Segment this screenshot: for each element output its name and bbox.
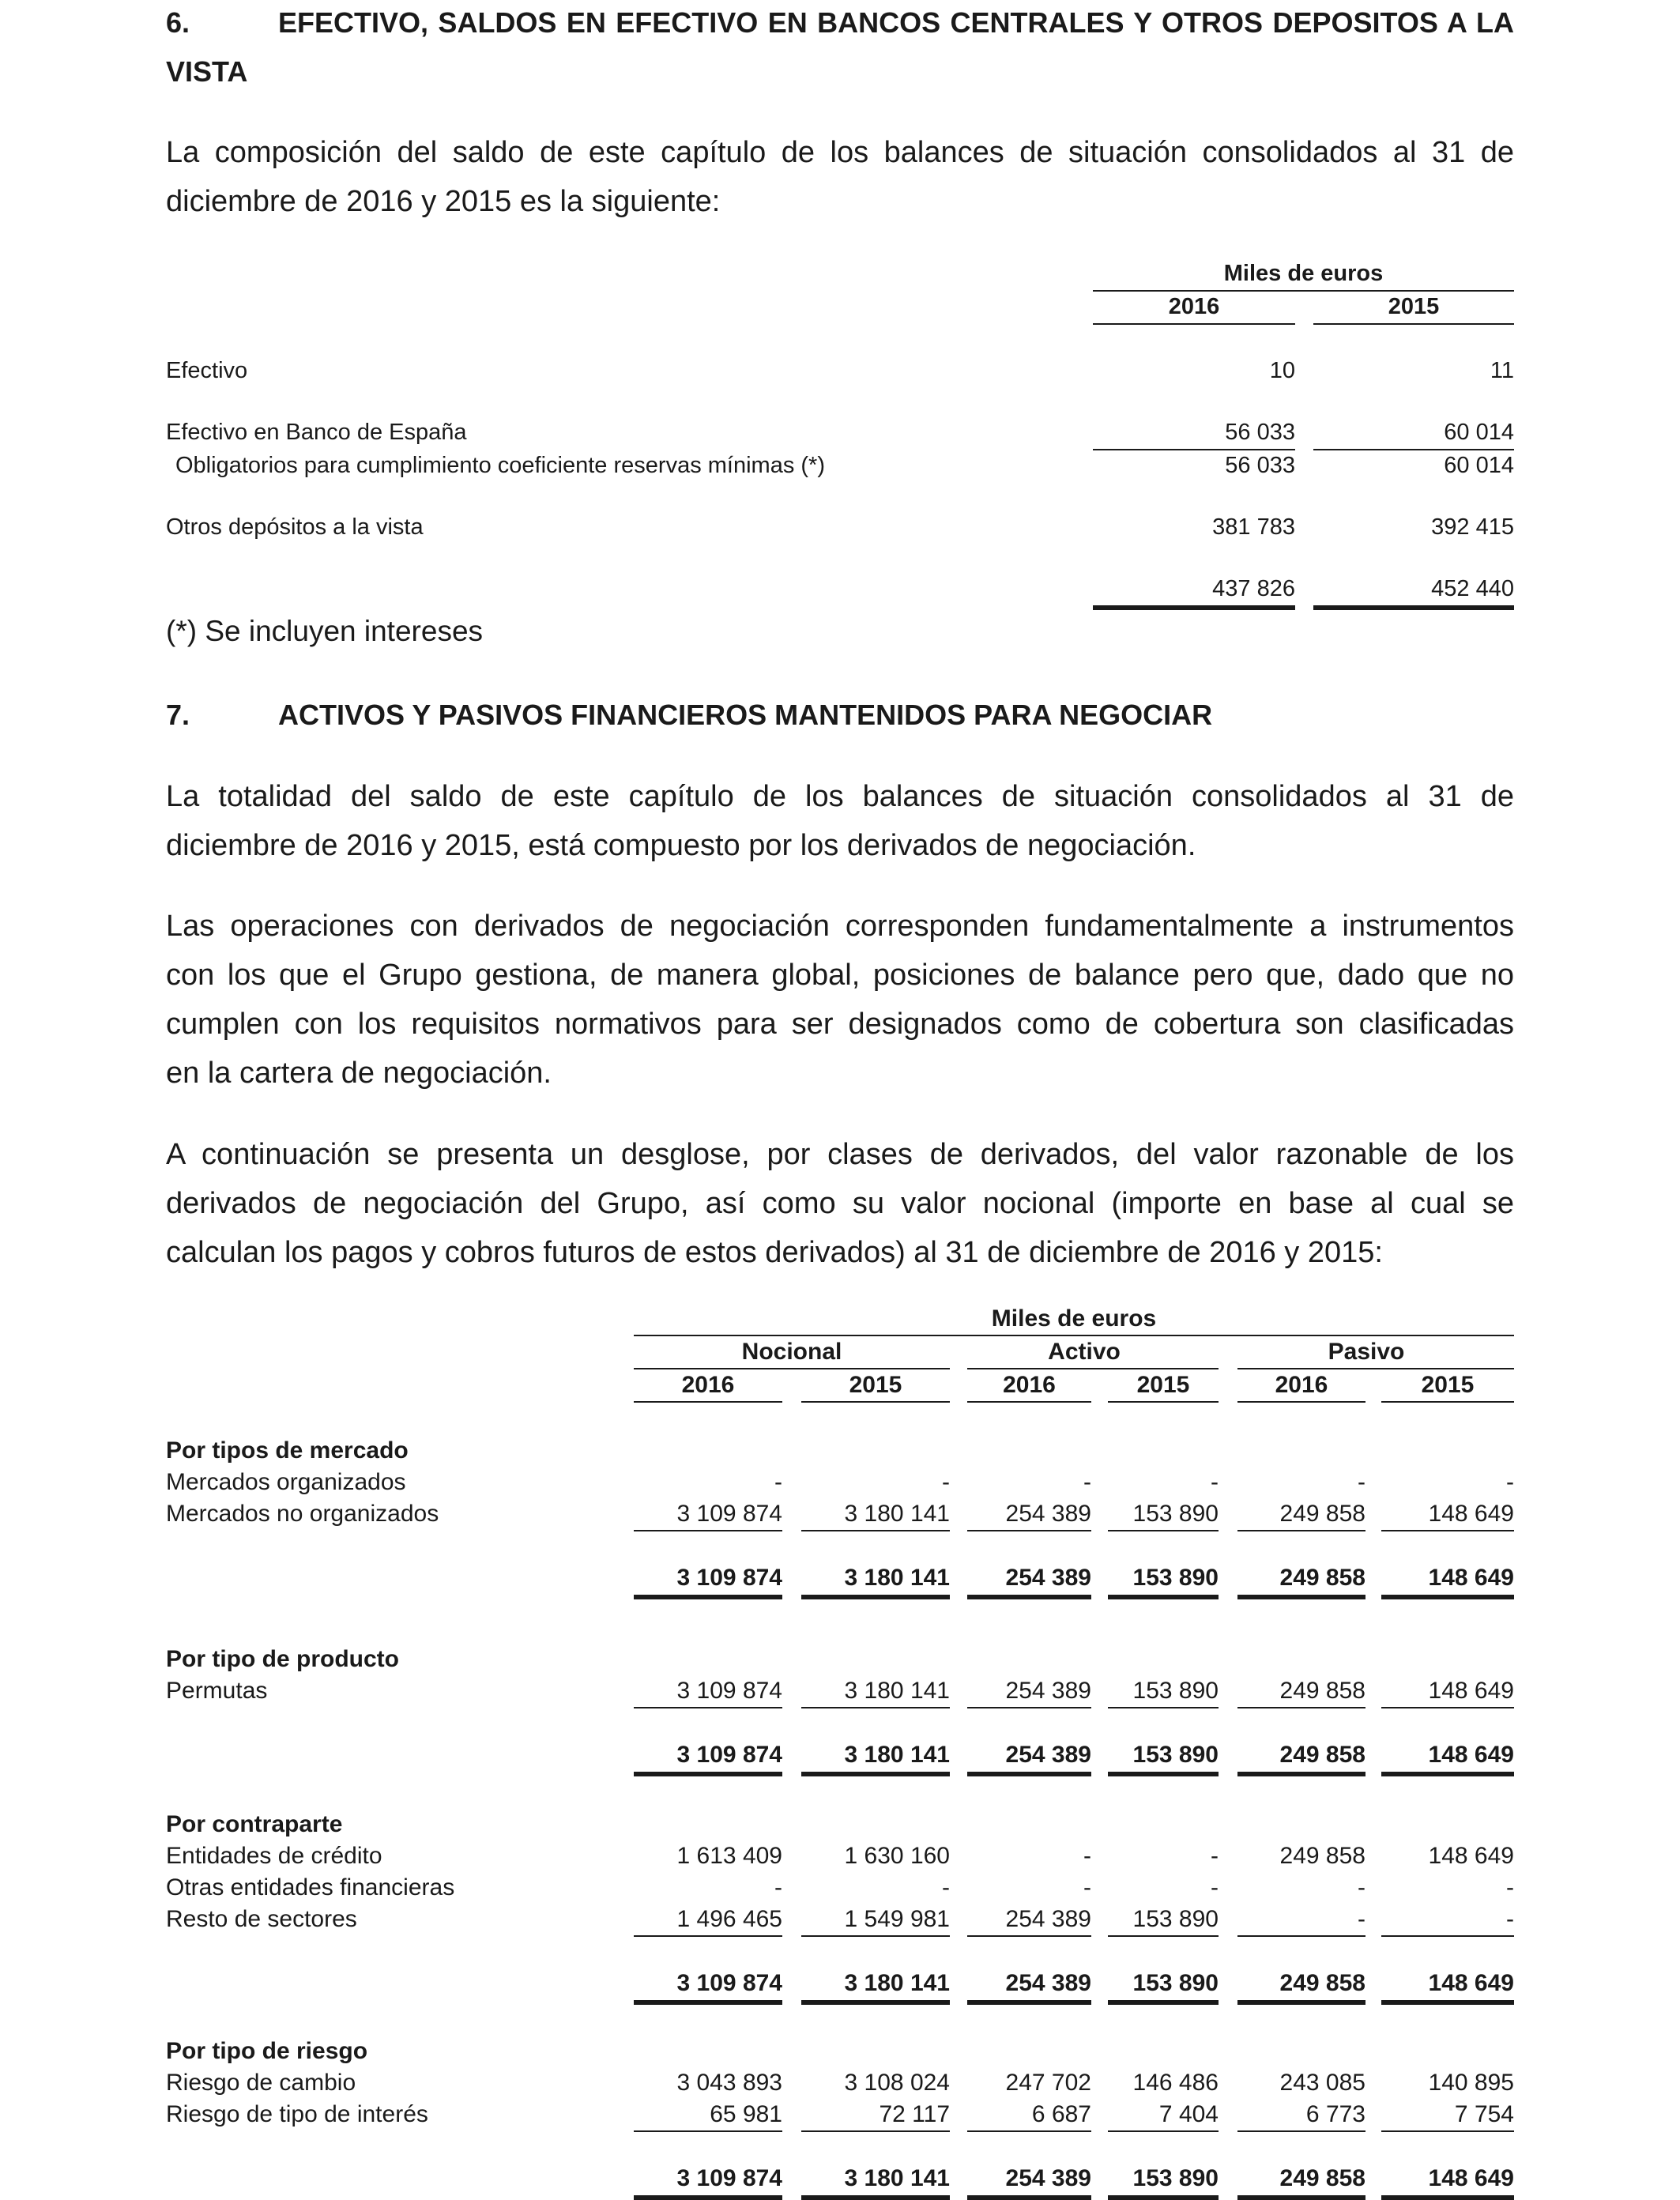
table2-row-label: Resto de sectores xyxy=(166,1906,357,1932)
table2-cell: 254 389 xyxy=(1005,1501,1091,1527)
table2-year-rule xyxy=(967,1401,1091,1403)
table2-year-rule xyxy=(1237,1401,1365,1403)
table2-group-rule xyxy=(634,1368,950,1369)
table2-section-heading: Por tipo de producto xyxy=(166,1646,399,1672)
table2-subtotal-rule xyxy=(801,1935,950,1937)
table1-cell: 392 415 xyxy=(1431,514,1514,540)
table2-group-rule xyxy=(1237,1368,1514,1369)
table2-group-rule xyxy=(967,1368,1219,1369)
table2-subtotal-rule xyxy=(634,2130,782,2132)
table2-year-rule xyxy=(801,1401,950,1403)
table2-cell: 3 109 874 xyxy=(676,1501,782,1527)
table2-cell: - xyxy=(1506,1469,1514,1495)
table2-total-rule xyxy=(1237,2195,1365,2200)
table2-total-rule xyxy=(967,2195,1091,2200)
table2-year: 2016 xyxy=(681,1372,735,1398)
table2-cell: 146 486 xyxy=(1132,2070,1219,2096)
table1-cell: 60 014 xyxy=(1444,453,1514,478)
table2-cell: - xyxy=(1083,1469,1091,1495)
table2-total-cell: 153 890 xyxy=(1132,1565,1219,1591)
table2-row-label: Riesgo de tipo de interés xyxy=(166,2101,428,2127)
table1-total-rule xyxy=(1093,605,1295,610)
table2-total-rule xyxy=(634,1595,782,1599)
table2-row-label: Entidades de crédito xyxy=(166,1843,382,1869)
section7-para2-line2: con los que el Grupo gestiona, de manera global, posiciones de balance pero que, dado que no xyxy=(166,959,1514,992)
table1-total-rule xyxy=(1313,605,1514,610)
table2-total-cell: 153 890 xyxy=(1132,2165,1219,2191)
table2-cell: 1 496 465 xyxy=(676,1906,782,1932)
table2-cell: 3 109 874 xyxy=(676,1678,782,1704)
table2-subtotal-rule xyxy=(967,1935,1091,1937)
table2-total-rule xyxy=(801,1772,950,1776)
table1-rule xyxy=(1313,449,1514,450)
table2-total-cell: 3 180 141 xyxy=(844,2165,950,2191)
table2-section-heading: Por tipo de riesgo xyxy=(166,2038,368,2064)
table2-cell: - xyxy=(1506,1906,1514,1932)
table2-subtotal-rule xyxy=(1381,1530,1514,1531)
table2-row-label: Permutas xyxy=(166,1678,268,1704)
table2-total-rule xyxy=(967,1772,1091,1776)
table2-cell: 65 981 xyxy=(710,2101,782,2127)
table2-row-label: Mercados organizados xyxy=(166,1469,406,1495)
table2-cell: 7 754 xyxy=(1454,2101,1514,2127)
table2-subtotal-rule xyxy=(1237,1707,1365,1708)
section7-para1-line2: diciembre de 2016 y 2015, está compuesto por los derivados de negociación. xyxy=(166,829,1196,862)
table1-unit: Miles de euros xyxy=(1223,261,1384,286)
table2-total-cell: 153 890 xyxy=(1132,1970,1219,1996)
table2-cell: - xyxy=(1358,1874,1365,1901)
table2-total-rule xyxy=(1108,1772,1219,1776)
table2-subtotal-rule xyxy=(801,2130,950,2132)
table2-total-cell: 3 109 874 xyxy=(676,1565,782,1591)
table2-cell: 3 180 141 xyxy=(844,1678,950,1704)
table2-cell: - xyxy=(1083,1843,1091,1869)
section7-para2-line3: cumplen con los requisitos normativos para ser designados como de cobertura son clasificadas xyxy=(166,1008,1514,1041)
table1-cell: 381 783 xyxy=(1212,514,1295,540)
table2-section-heading: Por tipos de mercado xyxy=(166,1437,409,1464)
table2-total-cell: 148 649 xyxy=(1428,1565,1514,1591)
table2-cell: 6 687 xyxy=(1031,2101,1091,2127)
table2-subtotal-rule xyxy=(1108,2130,1219,2132)
table2-year-rule xyxy=(634,1401,782,1403)
table2-cell: 247 702 xyxy=(1005,2070,1091,2096)
section6-footnote: (*) Se incluyen intereses xyxy=(166,615,484,647)
table2-total-rule xyxy=(967,2000,1091,2005)
table2-total-cell: 3 180 141 xyxy=(844,1970,950,1996)
table2-total-rule xyxy=(801,2195,950,2200)
section6-title-cont: VISTA xyxy=(166,55,248,88)
table2-cell: 243 085 xyxy=(1279,2070,1365,2096)
table2-subtotal-rule xyxy=(634,1707,782,1708)
table2-total-rule xyxy=(634,2195,782,2200)
table2-cell: 1 549 981 xyxy=(844,1906,950,1932)
table1-cell: 11 xyxy=(1490,358,1514,383)
table2-cell: - xyxy=(1358,1906,1365,1932)
table2-cell: - xyxy=(774,1874,782,1901)
table2-cell: 3 180 141 xyxy=(844,1501,950,1527)
table2-total-cell: 254 389 xyxy=(1005,1565,1091,1591)
table1-cell: 56 033 xyxy=(1225,420,1295,445)
table2-cell: 140 895 xyxy=(1428,2070,1514,2096)
table2-total-cell: 3 109 874 xyxy=(676,2165,782,2191)
table2-total-cell: 3 180 141 xyxy=(844,1742,950,1768)
table2-cell: - xyxy=(942,1874,950,1901)
section6-intro-line2: diciembre de 2016 y 2015 es la siguiente: xyxy=(166,185,721,218)
table2-cell: 249 858 xyxy=(1279,1678,1365,1704)
table2-subtotal-rule xyxy=(801,1707,950,1708)
table2-subtotal-rule xyxy=(1237,1530,1365,1531)
section7-para1-line1: La totalidad del saldo de este capítulo de los balances de situación consolidados al 31 de xyxy=(166,780,1514,813)
table1-year-2015: 2015 xyxy=(1388,294,1440,319)
table2-group-activo: Activo xyxy=(1048,1339,1121,1365)
section7-para3-line1: A continuación se presenta un desglose, por clases de derivados, del valor razonable de los xyxy=(166,1138,1514,1171)
table1-row-label: Otros depósitos a la vista xyxy=(166,514,424,540)
table2-cell: - xyxy=(774,1469,782,1495)
table2-unit-rule xyxy=(634,1335,1514,1336)
table2-total-rule xyxy=(1381,1595,1514,1599)
table1-row-label: Efectivo xyxy=(166,358,248,383)
table2-subtotal-rule xyxy=(1237,2130,1365,2132)
section6-number: 6. xyxy=(166,6,190,39)
table2-total-rule xyxy=(967,1595,1091,1599)
table2-section-heading: Por contraparte xyxy=(166,1811,343,1837)
table2-total-rule xyxy=(1381,2195,1514,2200)
table2-group-nocional: Nocional xyxy=(741,1339,842,1365)
table2-total-cell: 148 649 xyxy=(1428,1970,1514,1996)
table2-total-rule xyxy=(801,2000,950,2005)
table2-year-rule xyxy=(1108,1401,1219,1403)
section7-para2-line4: en la cartera de negociación. xyxy=(166,1057,552,1090)
table2-cell: 1 613 409 xyxy=(676,1843,782,1869)
table2-cell: 249 858 xyxy=(1279,1843,1365,1869)
table2-cell: 148 649 xyxy=(1428,1501,1514,1527)
table2-subtotal-rule xyxy=(1108,1707,1219,1708)
table2-total-cell: 254 389 xyxy=(1005,1970,1091,1996)
table2-row-label: Riesgo de cambio xyxy=(166,2070,356,2096)
table2-cell: 249 858 xyxy=(1279,1501,1365,1527)
table2-cell: - xyxy=(942,1469,950,1495)
table2-total-rule xyxy=(1108,1595,1219,1599)
table2-total-rule xyxy=(1108,2000,1219,2005)
table2-cell: 1 630 160 xyxy=(844,1843,950,1869)
table2-total-rule xyxy=(1381,1772,1514,1776)
table2-total-cell: 249 858 xyxy=(1279,2165,1365,2191)
section7-number: 7. xyxy=(166,699,190,731)
table2-year: 2015 xyxy=(849,1372,902,1398)
table2-cell: 153 890 xyxy=(1132,1906,1219,1932)
table2-total-cell: 3 180 141 xyxy=(844,1565,950,1591)
section7-para3-line2: derivados de negociación del Grupo, así como su valor nocional (importe en base al cual se xyxy=(166,1187,1514,1220)
table2-unit: Miles de euros xyxy=(991,1305,1157,1332)
table2-year: 2015 xyxy=(1136,1372,1190,1398)
table1-row-label: Efectivo en Banco de España xyxy=(166,420,467,445)
table1-row-label: Obligatorios para cumplimiento coeficiente reservas mínimas (*) xyxy=(175,453,825,478)
table2-subtotal-rule xyxy=(967,1530,1091,1531)
table2-subtotal-rule xyxy=(634,1530,782,1531)
table2-cell: - xyxy=(1358,1469,1365,1495)
section7-para3-line3: calculan los pagos y cobros futuros de estos derivados) al 31 de diciembre de 2016 y 2015: xyxy=(166,1236,1383,1269)
table2-group-pasivo: Pasivo xyxy=(1328,1339,1405,1365)
table1-year-rule xyxy=(1313,323,1514,325)
table2-cell: 153 890 xyxy=(1132,1501,1219,1527)
table2-cell: - xyxy=(1506,1874,1514,1901)
table2-total-rule xyxy=(1237,2000,1365,2005)
table1-unit-rule xyxy=(1093,290,1514,292)
table2-cell: 254 389 xyxy=(1005,1678,1091,1704)
section6-intro-line1: La composición del saldo de este capítulo de los balances de situación consolidados al 31 de xyxy=(166,136,1514,169)
table2-cell: 3 108 024 xyxy=(844,2070,950,2096)
section6-title: EFECTIVO, SALDOS EN EFECTIVO EN BANCOS CENTRALES Y OTROS DEPOSITOS A LA xyxy=(278,6,1514,39)
table2-total-rule xyxy=(634,1772,782,1776)
table2-total-rule xyxy=(1237,1595,1365,1599)
table2-total-cell: 249 858 xyxy=(1279,1742,1365,1768)
table1-cell: 56 033 xyxy=(1225,453,1295,478)
table1-rule xyxy=(1093,449,1295,450)
table2-subtotal-rule xyxy=(1108,1935,1219,1937)
table2-total-cell: 148 649 xyxy=(1428,2165,1514,2191)
table2-cell: 148 649 xyxy=(1428,1678,1514,1704)
section7-para2-line1: Las operaciones con derivados de negociación corresponden fundamentalmente a instrumentos xyxy=(166,910,1514,943)
table2-subtotal-rule xyxy=(634,1935,782,1937)
table2-cell: 3 043 893 xyxy=(676,2070,782,2096)
table2-total-cell: 153 890 xyxy=(1132,1742,1219,1768)
table2-total-rule xyxy=(801,1595,950,1599)
table2-total-rule xyxy=(1108,2195,1219,2200)
table2-year-rule xyxy=(1381,1401,1514,1403)
table2-cell: - xyxy=(1211,1469,1219,1495)
table1-cell: 10 xyxy=(1269,358,1295,383)
table1-year-2016: 2016 xyxy=(1168,294,1220,319)
table1-total: 437 826 xyxy=(1212,576,1295,601)
table2-total-cell: 148 649 xyxy=(1428,1742,1514,1768)
table2-total-rule xyxy=(1381,2000,1514,2005)
table2-cell: - xyxy=(1211,1874,1219,1901)
table2-cell: 6 773 xyxy=(1305,2101,1365,2127)
table2-subtotal-rule xyxy=(967,1707,1091,1708)
table1-cell: 60 014 xyxy=(1444,420,1514,445)
table2-cell: 254 389 xyxy=(1005,1906,1091,1932)
table2-cell: - xyxy=(1083,1874,1091,1901)
table2-subtotal-rule xyxy=(967,2130,1091,2132)
table2-subtotal-rule xyxy=(801,1530,950,1531)
table2-cell: 7 404 xyxy=(1158,2101,1219,2127)
table2-year: 2015 xyxy=(1421,1372,1475,1398)
table2-total-rule xyxy=(1237,1772,1365,1776)
table2-total-cell: 3 109 874 xyxy=(676,1970,782,1996)
table2-cell: 153 890 xyxy=(1132,1678,1219,1704)
table2-total-cell: 254 389 xyxy=(1005,1742,1091,1768)
table2-subtotal-rule xyxy=(1381,1935,1514,1937)
table2-subtotal-rule xyxy=(1108,1530,1219,1531)
table2-subtotal-rule xyxy=(1381,1707,1514,1708)
table2-subtotal-rule xyxy=(1381,2130,1514,2132)
table1-total: 452 440 xyxy=(1431,576,1514,601)
table2-cell: 72 117 xyxy=(879,2101,950,2127)
table2-subtotal-rule xyxy=(1237,1935,1365,1937)
table2-total-cell: 249 858 xyxy=(1279,1565,1365,1591)
section7-title: ACTIVOS Y PASIVOS FINANCIEROS MANTENIDOS PARA NEGOCIAR xyxy=(278,699,1213,731)
table2-cell: 148 649 xyxy=(1428,1843,1514,1869)
table1-year-rule xyxy=(1093,323,1295,325)
table2-year: 2016 xyxy=(1003,1372,1056,1398)
table2-cell: - xyxy=(1211,1843,1219,1869)
table2-total-cell: 254 389 xyxy=(1005,2165,1091,2191)
table2-row-label: Mercados no organizados xyxy=(166,1501,439,1527)
table2-total-cell: 249 858 xyxy=(1279,1970,1365,1996)
table2-year: 2016 xyxy=(1275,1372,1328,1398)
table2-total-cell: 3 109 874 xyxy=(676,1742,782,1768)
table2-total-rule xyxy=(634,2000,782,2005)
table2-row-label: Otras entidades financieras xyxy=(166,1874,455,1901)
